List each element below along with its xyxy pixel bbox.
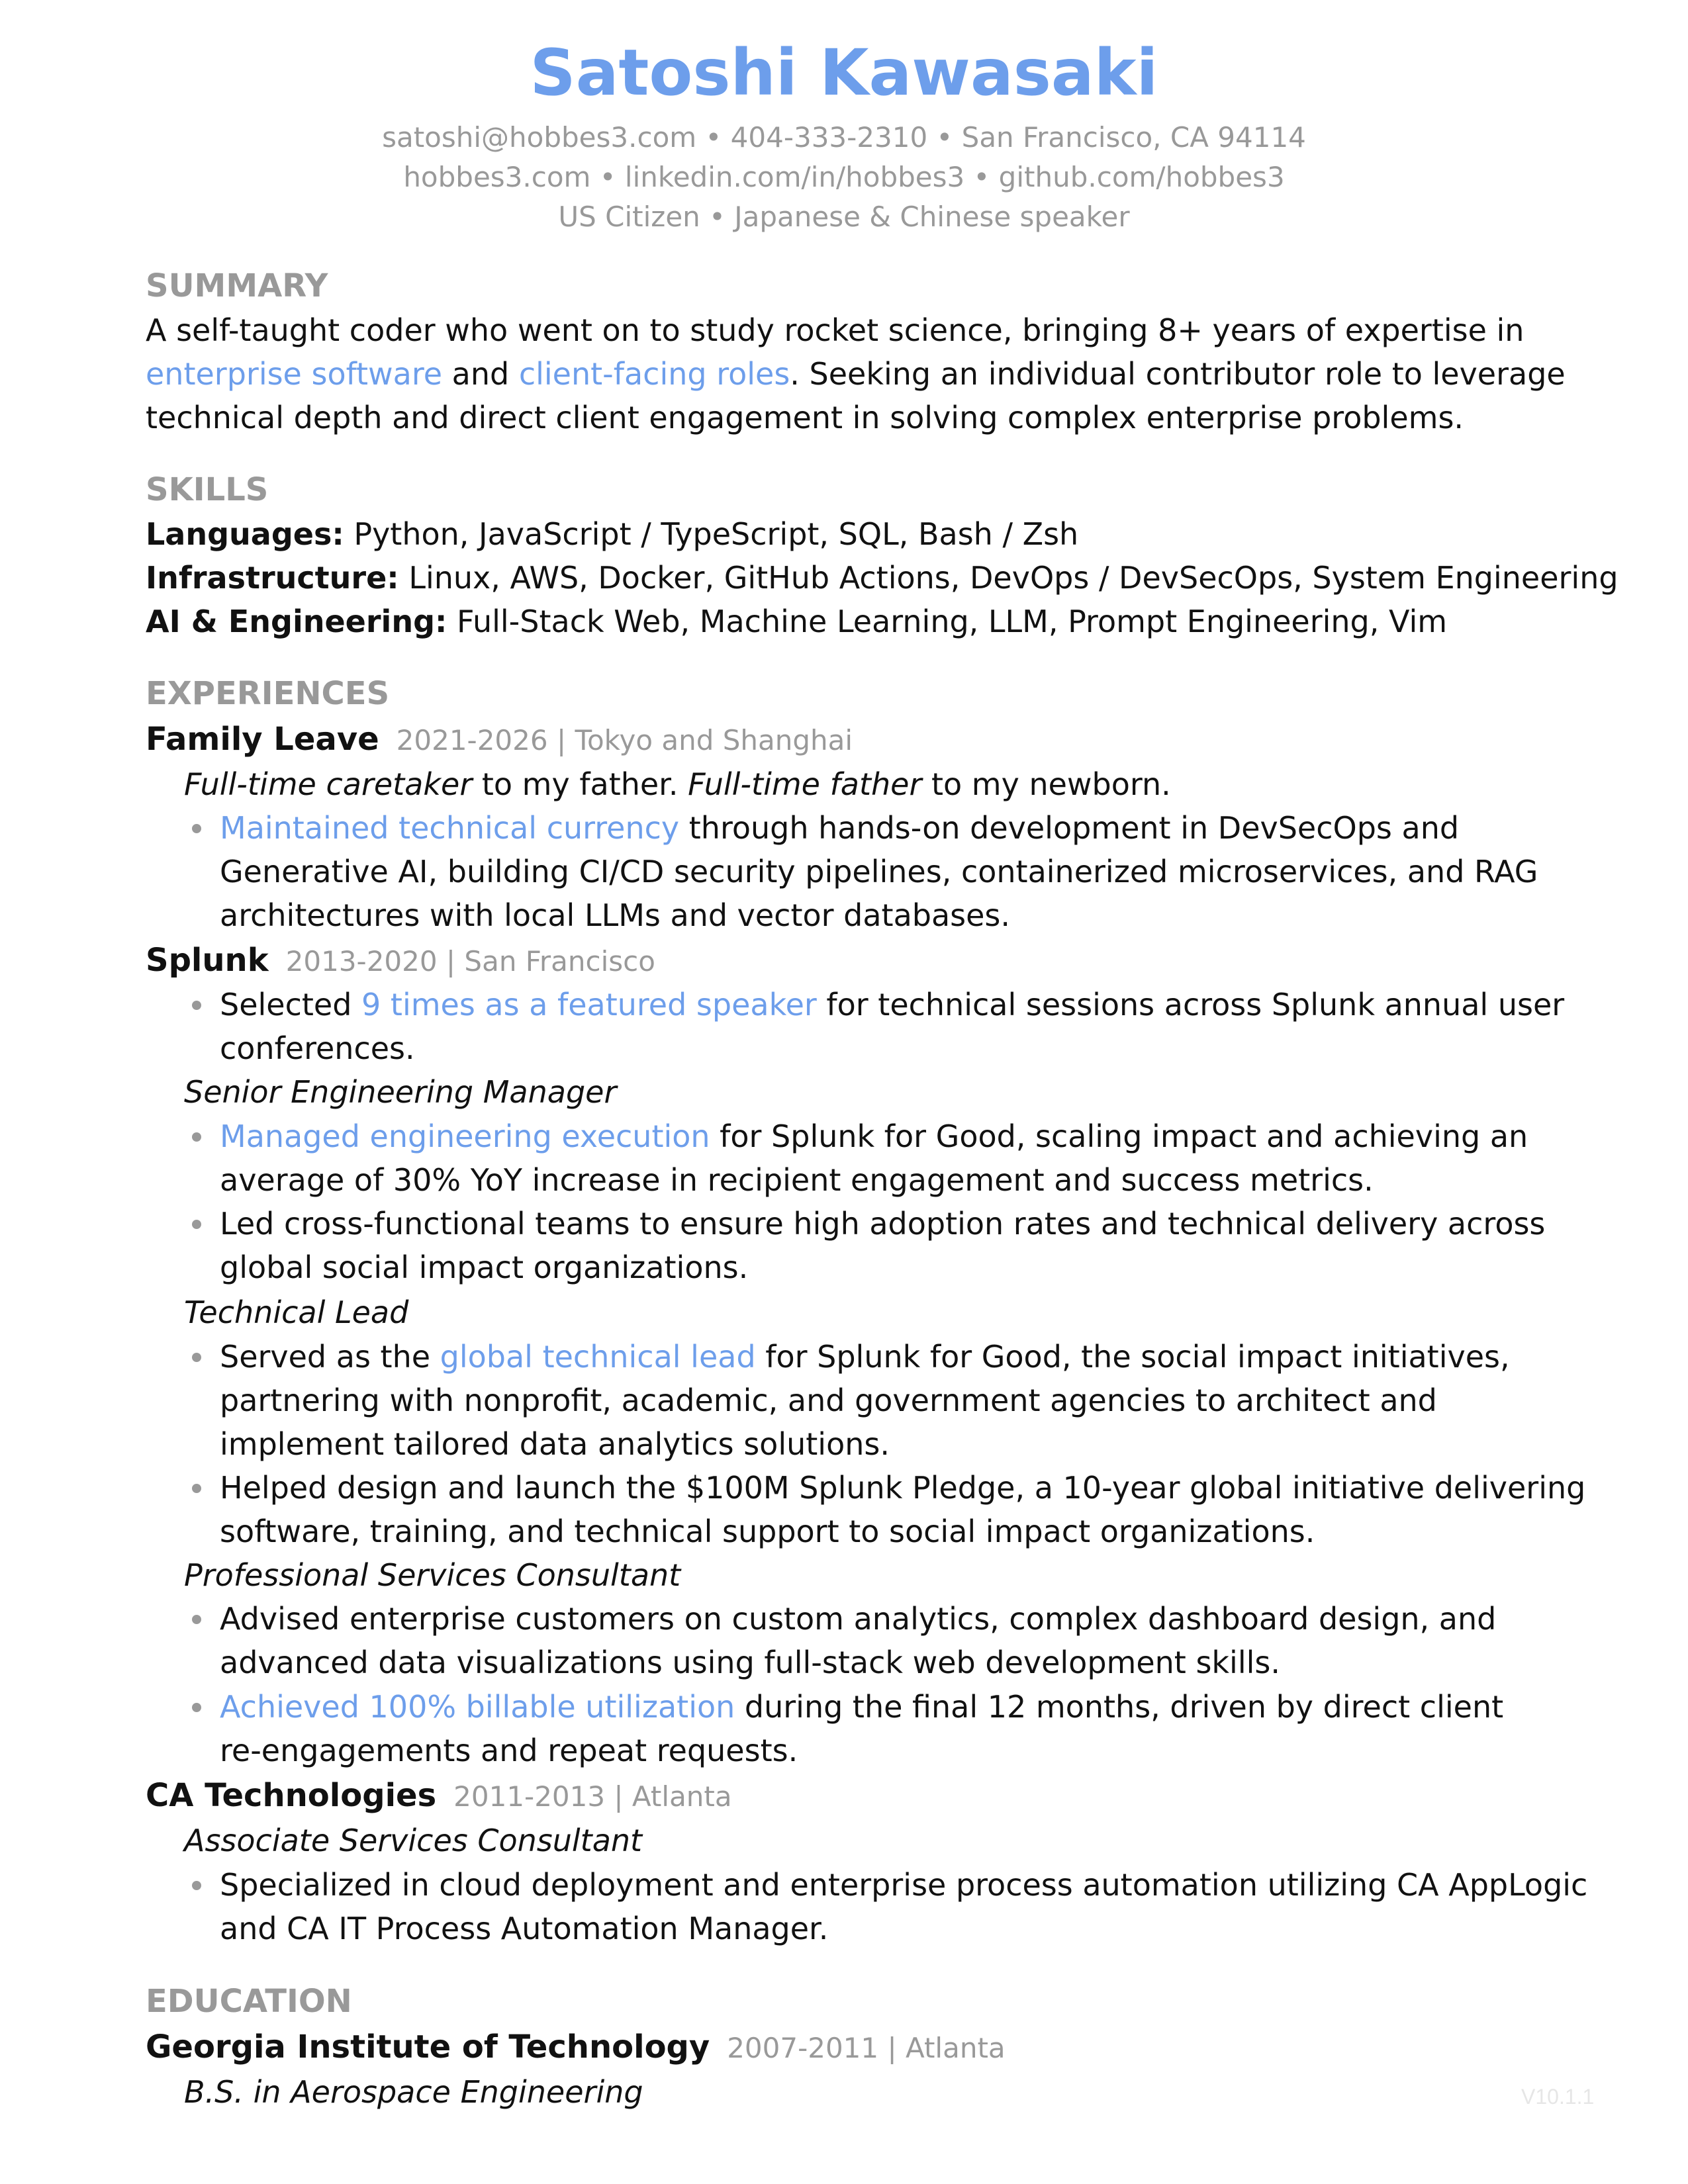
bullet-dot [192,824,201,833]
contact-line-links: hobbes3.com • linkedin.com/in/hobbes3 • github.com/hobbes3 [403,161,1285,193]
bullet-text: Selected 9 times as a featured speaker for technical sessions across Splunk annual user [220,987,1565,1023]
employer-name: CA Technologies [146,1777,437,1814]
bullet-dot [192,1703,201,1712]
version-label: V10.1.1 [1521,2085,1595,2109]
bullet-text: Generative AI, building CI/CD security pipelines, containerized microservices, and RAG [220,854,1538,889]
bullet-text: Achieved 100% billable utilization during the final 12 months, driven by direct client [220,1689,1504,1725]
bullet-text: Served as the global technical lead for Splunk for Good, the social impact initiatives, [220,1339,1510,1375]
section-heading-skills: SKILLS [146,471,269,508]
contact-line-citizenship: US Citizen • Japanese & Chinese speaker [558,201,1130,233]
bullet-dot [192,1001,201,1010]
school-dates-location: 2007-2011 | Atlanta [727,2032,1006,2064]
bullet-text: Maintained technical currency through hands-on development in DevSecOps and [220,810,1460,846]
employer-name: Splunk [146,942,269,979]
bullet-text: global social impact organizations. [220,1250,749,1285]
summary-line: enterprise software and client-facing roles. Seeking an individual contributor role to leverage [146,356,1566,392]
bullet-text: Managed engineering execution for Splunk for Good, scaling impact and achieving an [220,1118,1528,1154]
employer-name: Family Leave [146,721,379,758]
role-title: Technical Lead [184,1295,409,1330]
highlight-text: client-facing roles [518,356,790,392]
section-heading-education: EDUCATION [146,1983,352,2020]
bullet-dot [192,1132,201,1142]
job-dates-location: 2011-2013 | Atlanta [453,1780,732,1813]
bullet-dot [192,1220,201,1229]
section-heading-summary: SUMMARY [146,267,328,304]
bullet-text: conferences. [220,1030,415,1066]
bullet-text: Helped design and launch the $100M Splunk Pledge, a 10-year global initiative delivering [220,1470,1586,1506]
bullet-text: re-engagements and repeat requests. [220,1733,798,1768]
role-title: Senior Engineering Manager [184,1074,617,1110]
bullet-dot [192,1353,201,1362]
school-name: Georgia Institute of Technology [146,2028,710,2066]
skills-row-ai-engineering: AI & Engineering: Full-Stack Web, Machine Learning, LLM, Prompt Engineering, Vim [146,604,1448,639]
skills-row-languages: Languages: Python, JavaScript / TypeScript, SQL, Bash / Zsh [146,516,1079,552]
job-dates-location: 2013-2020 | San Francisco [285,945,655,978]
bullet-text: implement tailored data analytics solutions. [220,1426,890,1462]
contact-line-email-phone: satoshi@hobbes3.com • 404-333-2310 • San Francisco, CA 94114 [382,121,1306,154]
bullet-text: partnering with nonprofit, academic, and government agencies to architect and [220,1383,1437,1418]
role-title: Professional Services Consultant [184,1557,681,1593]
section-heading-experiences: EXPERIENCES [146,675,390,712]
bullet-dot [192,1881,201,1890]
bullet-dot [192,1615,201,1624]
summary-line: technical depth and direct client engagement in solving complex enterprise problems. [146,400,1464,435]
role-title: Associate Services Consultant [184,1823,643,1858]
job-header-splunk [146,938,655,983]
candidate-name: Satoshi Kawasaki [530,36,1158,110]
skills-row-infrastructure: Infrastructure: Linux, AWS, Docker, GitHub Actions, DevOps / DevSecOps, System Engineering [146,560,1618,596]
job-dates-location: 2021-2026 | Tokyo and Shanghai [396,724,853,756]
bullet-text: Advised enterprise customers on custom analytics, complex dashboard design, and [220,1601,1497,1637]
bullet-text: software, training, and technical support to social impact organizations. [220,1514,1315,1549]
job-header-family-leave [146,717,853,762]
bullet-dot [192,1484,201,1493]
bullet-text: advanced data visualizations using full-stack web development skills. [220,1645,1280,1680]
bullet-text: Specialized in cloud deployment and enterprise process automation utilizing CA AppLogic [220,1867,1588,1903]
degree-title: B.S. in Aerospace Engineering [184,2074,643,2110]
bullet-text: average of 30% YoY increase in recipient engagement and success metrics. [220,1162,1374,1198]
bullet-text: Led cross-functional teams to ensure high adoption rates and technical delivery across [220,1206,1546,1242]
bullet-text: architectures with local LLMs and vector databases. [220,897,1011,933]
school-header [146,2025,1006,2070]
job-description: Full-time caretaker to my father. Full-time father to my newborn. [184,766,1171,802]
job-header-ca-technologies [146,1774,732,1819]
highlight-text: enterprise software [146,356,443,392]
summary-line: A self-taught coder who went on to study rocket science, bringing 8+ years of expertise in [146,312,1524,348]
bullet-text: and CA IT Process Automation Manager. [220,1911,829,1946]
